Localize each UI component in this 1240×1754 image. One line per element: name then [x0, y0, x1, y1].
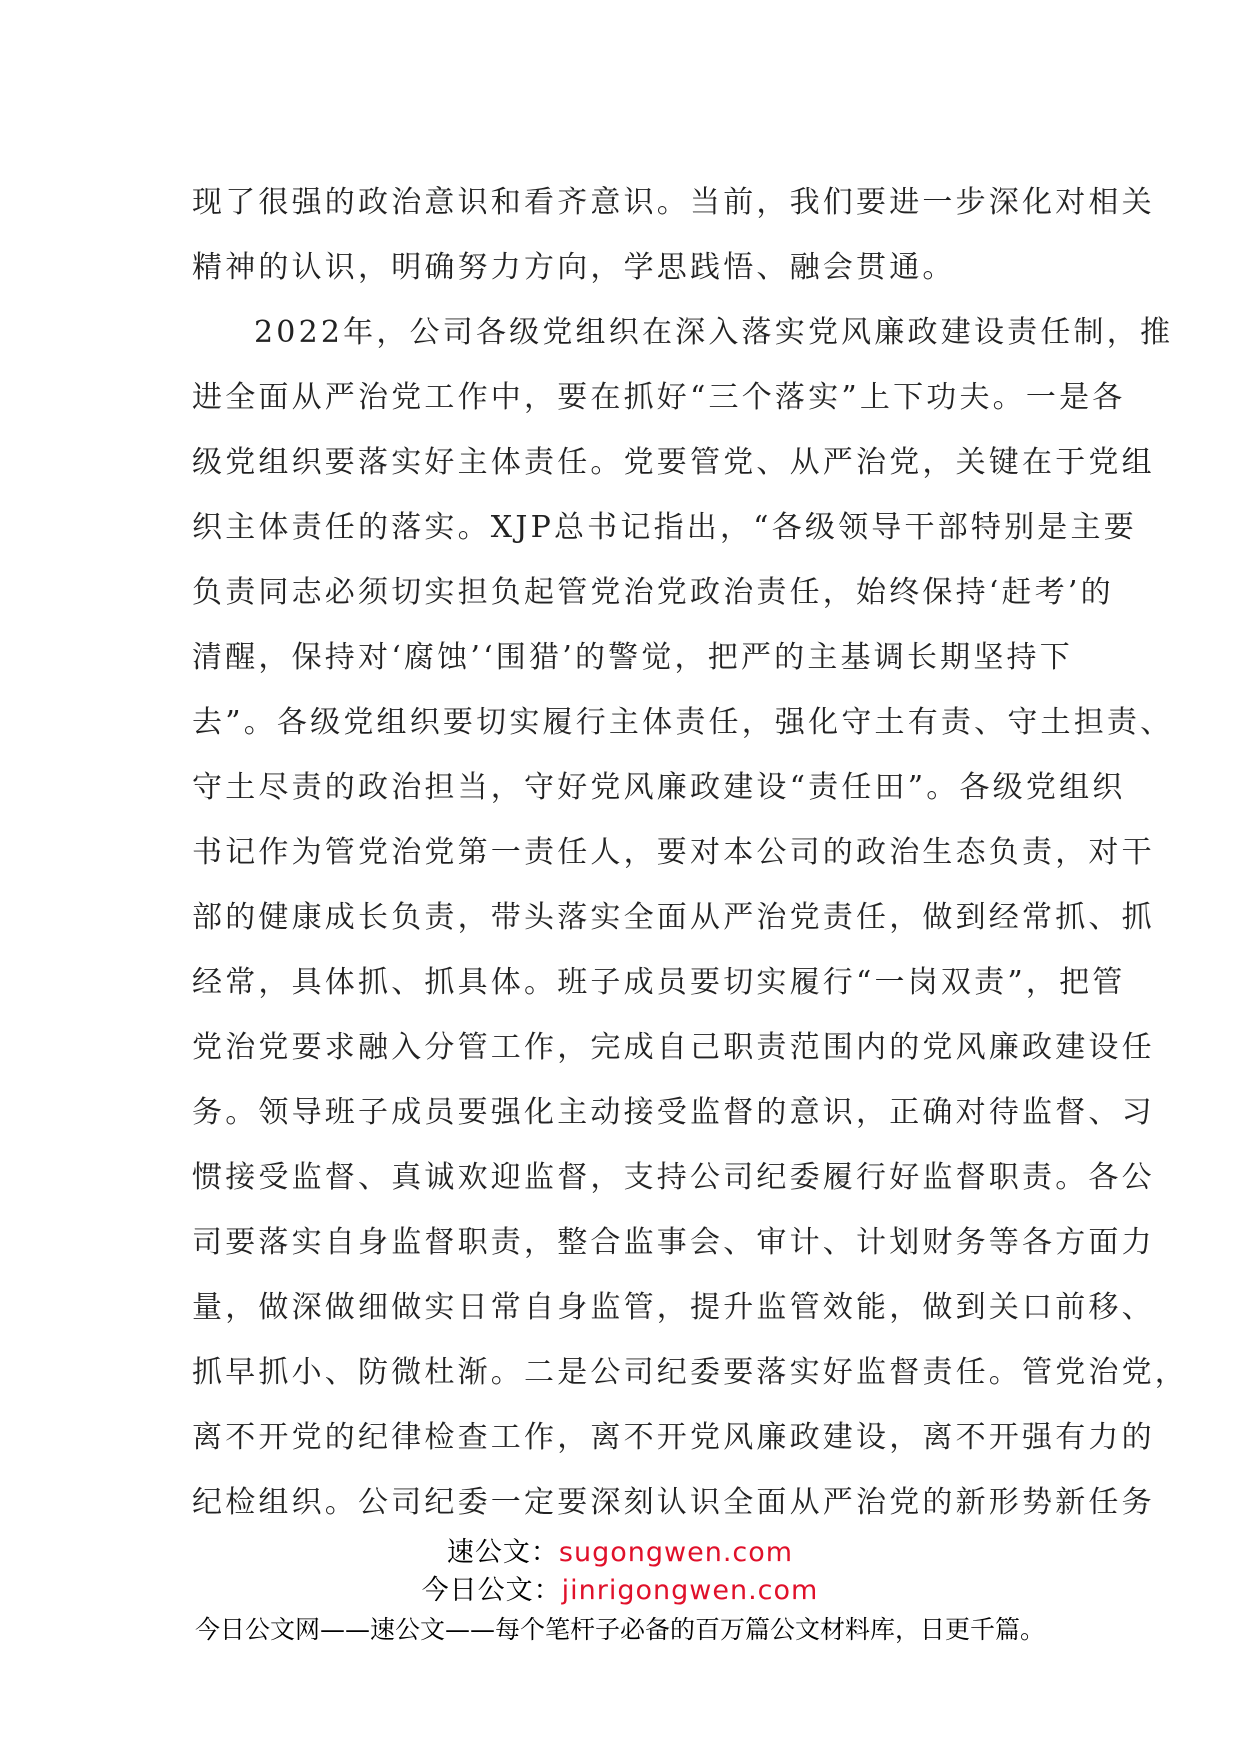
text-line: 量，做深做细做实日常自身监管，提升监管效能，做到关口前移、 [192, 1290, 1155, 1325]
footer-link-jinrigongwen[interactable]: jinrigongwen.com [561, 1575, 819, 1606]
document-body [192, 170, 1188, 1535]
text-line: 负责同志必须切实担负起管党治党政治责任，始终保持‘赶考’的 [192, 575, 1114, 610]
text-line: 精神的认识，明确努力方向，学思践悟、融会贯通。 [192, 250, 956, 285]
footer-label: 今日公文： [421, 1575, 562, 1606]
text-line: 纪检组织。公司纪委一定要深刻认识全面从严治党的新形势新任务 [192, 1485, 1155, 1520]
footer-link-sugongwen[interactable]: sugongwen.com [558, 1537, 794, 1568]
text-line: 进全面从严治党工作中，要在抓好“三个落实”上下功夫。一是各 [192, 380, 1126, 415]
text-line: 现了很强的政治意识和看齐意识。当前，我们要进一步深化对相关 [192, 185, 1155, 220]
text-line: 织主体责任的落实。XJP总书记指出，“各级领导干部特别是主要 [192, 510, 1137, 545]
footer-label: 速公文： [446, 1537, 559, 1568]
footer-tagline: 今日公文网——速公文——每个笔杆子必备的百万篇公文材料库，日更千篇。 [194, 1615, 1045, 1644]
text-line: 清醒，保持对‘腐蚀’‘围猎’的警觉，把严的主基调长期坚持下 [192, 640, 1073, 675]
text-line: 离不开党的纪律检查工作，离不开党风廉政建设，离不开强有力的 [192, 1420, 1155, 1455]
text-line: 经常，具体抓、抓具体。班子成员要切实履行“一岗双责”，把管 [192, 965, 1126, 1000]
text-line: 司要落实自身监督职责，整合监事会、审计、计划财务等各方面力 [192, 1225, 1155, 1260]
text-line: 务。领导班子成员要强化主动接受监督的意识，正确对待监督、习 [192, 1095, 1155, 1130]
text-line: 书记作为管党治党第一责任人，要对本公司的政治生态负责，对干 [192, 835, 1155, 870]
text-line: 去”。各级党组织要切实履行主体责任，强化守土有责、守土担责、 [192, 705, 1174, 740]
text-line: 抓早抓小、防微杜渐。二是公司纪委要落实好监督责任。管党治党， [192, 1355, 1188, 1390]
paragraph-start-line: 2022年，公司各级党组织在深入落实党风廉政建设责任制，推 [254, 315, 1174, 350]
footer-jinrigongwen [0, 1568, 1240, 1607]
text-line: 守土尽责的政治担当，守好党风廉政建设“责任田”。各级党组织 [192, 770, 1126, 805]
text-line: 部的健康成长负责，带头落实全面从严治党责任，做到经常抓、抓 [192, 900, 1155, 935]
footer-sugongwen [0, 1530, 1240, 1569]
text-line: 级党组织要落实好主体责任。党要管党、从严治党，关键在于党组 [192, 445, 1155, 480]
text-line: 惯接受监督、真诚欢迎监督，支持公司纪委履行好监督职责。各公 [192, 1160, 1155, 1195]
text-line: 党治党要求融入分管工作，完成自己职责范围内的党风廉政建设任 [192, 1030, 1155, 1065]
